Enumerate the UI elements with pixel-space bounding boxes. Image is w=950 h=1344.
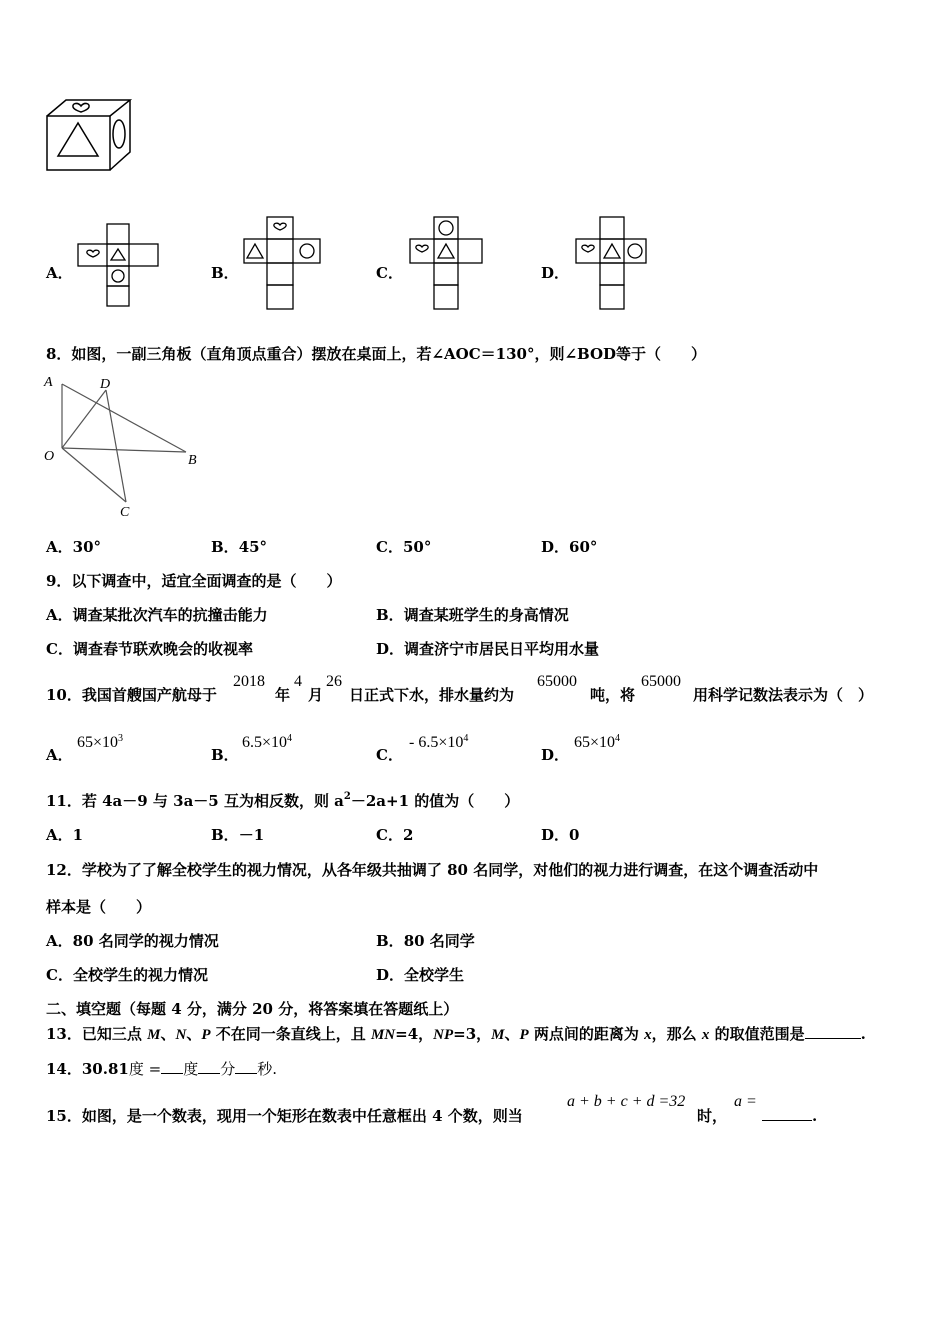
q14-second-blank[interactable]	[235, 1073, 257, 1074]
q8-option-c-letter: C．	[376, 538, 403, 556]
q10-text-6: 用科学记数法表示为（ ）	[693, 686, 874, 704]
q8-option-a: 30°	[72, 538, 102, 556]
section-2-heading: 二、填空题（每题 4 分，满分 20 分，将答案填在答题纸上）	[46, 1000, 459, 1018]
q12-option-a: 80 名同学的视力情况	[72, 932, 219, 950]
q11-option-c-letter: C．	[376, 826, 403, 844]
q12-option-c: 全校学生的视力情况	[72, 966, 208, 984]
q10-option-a-letter: A．	[46, 746, 73, 764]
q12-option-d: 全校学生	[404, 966, 465, 984]
q8-label-a: A	[44, 375, 53, 390]
q15-formula: a + b + c + d =32	[567, 1093, 686, 1110]
q9-stem: 9．以下调查中，适宜全面调查的是（ ）	[46, 572, 342, 590]
q11-stem: 11．若 4a－9 与 3a－5 互为相反数，则 $a^2-2a+1$ 的值为（ ）	[46, 791, 520, 810]
q8-option-d: 60°	[569, 538, 598, 556]
q10-month: 4	[294, 673, 302, 690]
q11-option-b-letter: B．	[211, 826, 239, 844]
q9-option-c: 调查春节联欢晚会的收视率	[72, 640, 253, 658]
q12-option-b-letter: B．	[376, 932, 404, 950]
q14-minute-blank[interactable]	[198, 1073, 220, 1074]
q11-option-a: 1	[72, 826, 84, 844]
q12-option-c-letter: C．	[46, 966, 73, 984]
q9-option-a: 调查某批次汽车的抗撞击能力	[72, 606, 268, 624]
q10-text-1: 10．我国首艘国产航母于	[46, 686, 217, 704]
q8-stem: 8．如图，一副三角板（直角顶点重合）摆放在桌面上，若∠AOC＝130°，则∠BOD等于（ ）	[46, 345, 707, 363]
q10-option-d: $65\times 10^4$	[574, 733, 621, 751]
q7-option-d-letter: D．	[541, 264, 570, 282]
q11-option-c: 2	[402, 826, 414, 844]
q9-option-b-letter: B．	[376, 606, 404, 624]
q10-day: 26	[326, 673, 342, 690]
q10-option-a: $65\times 10^3$	[77, 733, 124, 751]
q11-option-d-letter: D．	[541, 826, 570, 844]
q12-option-b: 80 名同学	[403, 932, 475, 950]
q13-stem: 13．已知三点 M、N、P 不在同一条直线上，且 MN=4，NP=3，M、P 两点间的距离为 x，那么 x 的取值范围是 .	[46, 1025, 866, 1043]
q8-label-c: C	[120, 505, 130, 520]
q13-answer-blank[interactable]	[805, 1038, 861, 1039]
q7-option-b-letter: B．	[211, 264, 239, 282]
q10-option-c: - $6.5\times 10^4$	[409, 733, 469, 751]
q8-label-o: O	[44, 449, 55, 464]
q8-option-c: 50°	[402, 538, 432, 556]
q8-option-b: 45°	[238, 538, 268, 556]
q10-option-b: $6.5\times 10^4$	[242, 733, 293, 751]
q12-option-d-letter: D．	[376, 966, 405, 984]
q8-option-a-letter: A．	[46, 538, 73, 556]
q8-triangle-figure	[40, 372, 210, 522]
cube-figure	[44, 98, 134, 174]
q9-option-b: 调查某班学生的身高情况	[403, 606, 569, 624]
q10-text-5: 吨，将	[590, 686, 636, 704]
q10-text-2: 年	[275, 686, 291, 704]
q11-option-d: 0	[569, 826, 580, 844]
q10-option-d-letter: D．	[541, 746, 570, 764]
q10-num-2: 65000	[641, 673, 681, 690]
q12-stem-line-2: 样本是（ ）	[46, 898, 152, 916]
q7-net-d	[574, 215, 664, 311]
q14-degree-blank[interactable]	[161, 1073, 183, 1074]
q9-option-d: 调查济宁市居民日平均用水量	[404, 640, 600, 658]
q12-option-a-letter: A．	[46, 932, 73, 950]
q8-label-b: B	[188, 453, 197, 468]
q15-text-1: 15．如图，是一个数表，现用一个矩形在数表中任意框出 4 个数，则当	[46, 1107, 523, 1125]
q10-option-c-letter: C．	[376, 746, 403, 764]
q10-text-4: 日正式下水，排水量约为	[349, 686, 515, 704]
q9-option-c-letter: C．	[46, 640, 73, 658]
q8-option-b-letter: B．	[211, 538, 239, 556]
q8-label-d: D	[100, 377, 111, 392]
q11-option-a-letter: A．	[46, 826, 73, 844]
q12-stem-line-1: 12．学校为了了解全校学生的视力情况，从各年级共抽调了 80 名同学，对他们的视力进行调查，在这个调查活动中	[46, 861, 819, 879]
q7-option-a-letter: A．	[46, 264, 73, 282]
q7-net-a	[76, 222, 166, 308]
q10-year: 2018	[233, 673, 265, 690]
q11-option-b: －1	[238, 826, 265, 844]
q7-net-b	[242, 215, 332, 311]
q10-text-3: 月	[308, 686, 324, 704]
q7-option-c-letter: C．	[376, 264, 403, 282]
q10-num-1: 65000	[537, 673, 577, 690]
q9-option-a-letter: A．	[46, 606, 73, 624]
q15-answer-blank[interactable]	[762, 1120, 812, 1121]
q15-a-equals: a =	[734, 1093, 757, 1110]
q9-option-d-letter: D．	[376, 640, 405, 658]
q8-option-d-letter: D．	[541, 538, 570, 556]
q7-net-c	[408, 215, 498, 311]
q15-text-2: 时，	[697, 1107, 728, 1125]
q10-option-b-letter: B．	[211, 746, 239, 764]
q14-stem: 14．30.81度 = 度 分 秒.	[46, 1060, 278, 1078]
